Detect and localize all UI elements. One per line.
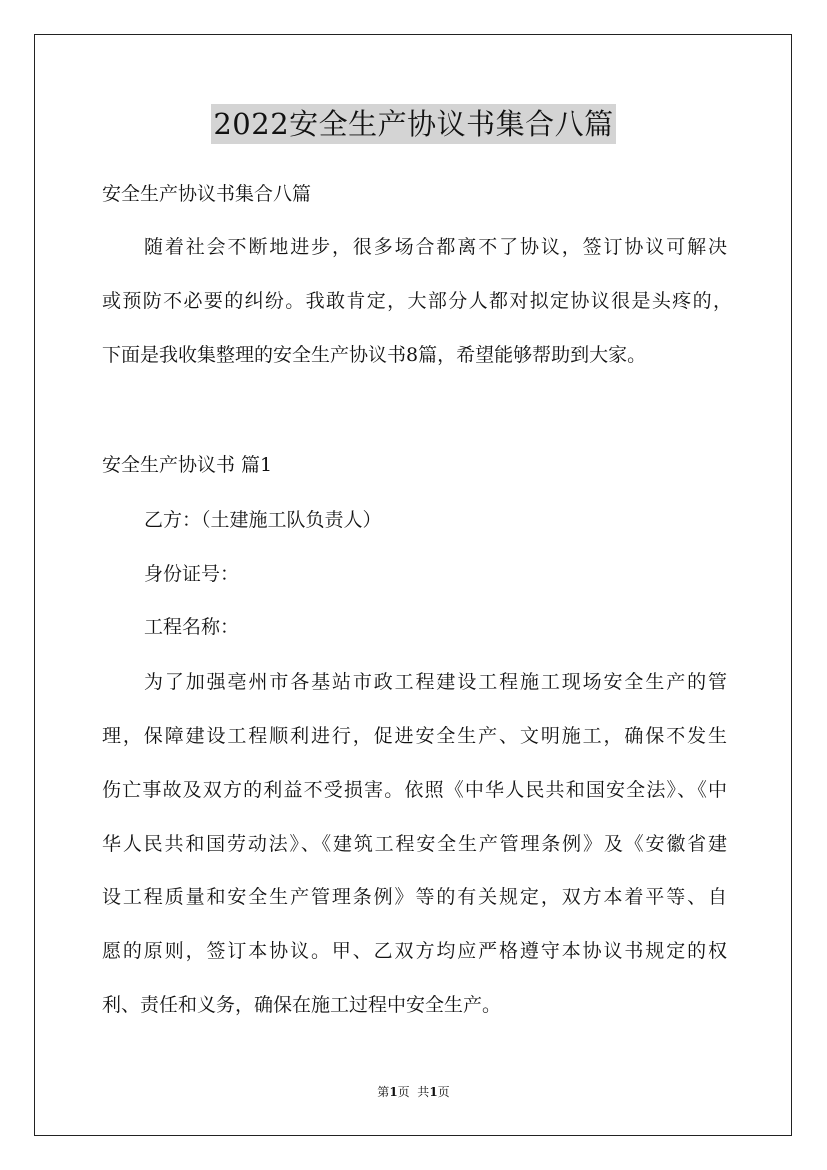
document-subtitle: 安全生产协议书集合八篇 — [102, 183, 312, 205]
intro-line: 随着社会不断地进步，很多场合都离不了协议，签订协议可解决 — [144, 236, 727, 258]
footer-suffix: 页 — [437, 1085, 450, 1099]
footer-page-number: 1 — [389, 1085, 398, 1099]
field-project-name: 工程名称： — [144, 616, 240, 638]
body-line: 愿的原则，签订本协议。甲、乙双方均应严格遵守本协议书规定的权 — [102, 940, 727, 962]
body-line: 伤亡事故及双方的利益不受损害。依照《中华人民共和国安全法》、《中 — [102, 779, 727, 801]
body-line: 华人民共和国劳动法》、《建筑工程安全生产管理条例》及《安徽省建 — [102, 833, 727, 855]
page-footer — [0, 1084, 827, 1100]
footer-prefix: 第 — [377, 1085, 390, 1099]
footer-total-pages: 1 — [429, 1085, 438, 1099]
field-id-number: 身份证号： — [144, 563, 240, 585]
body-line: 理，保障建设工程顺利进行，促进安全生产、文明施工，确保不发生 — [102, 725, 727, 747]
section-heading: 安全生产协议书 篇1 — [102, 454, 273, 476]
body-line: 为了加强亳州市各基站市政工程建设工程施工现场安全生产的管 — [144, 671, 727, 693]
field-party-b: 乙方：（土建施工队负责人） — [144, 509, 382, 531]
footer-mid: 页 共 — [397, 1085, 430, 1099]
body-line: 利、责任和义务，确保在施工过程中安全生产。 — [102, 994, 502, 1016]
body-line: 设工程质量和安全生产管理条例》等的有关规定，双方本着平等、自 — [102, 886, 727, 908]
title-container — [0, 104, 827, 144]
document-title: 2022安全生产协议书集合八篇 — [211, 104, 615, 144]
intro-line: 下面是我收集整理的安全生产协议书8篇，希望能够帮助到大家。 — [102, 344, 647, 366]
intro-line: 或预防不必要的纠纷。我敢肯定，大部分人都对拟定协议很是头疼的， — [102, 290, 732, 312]
